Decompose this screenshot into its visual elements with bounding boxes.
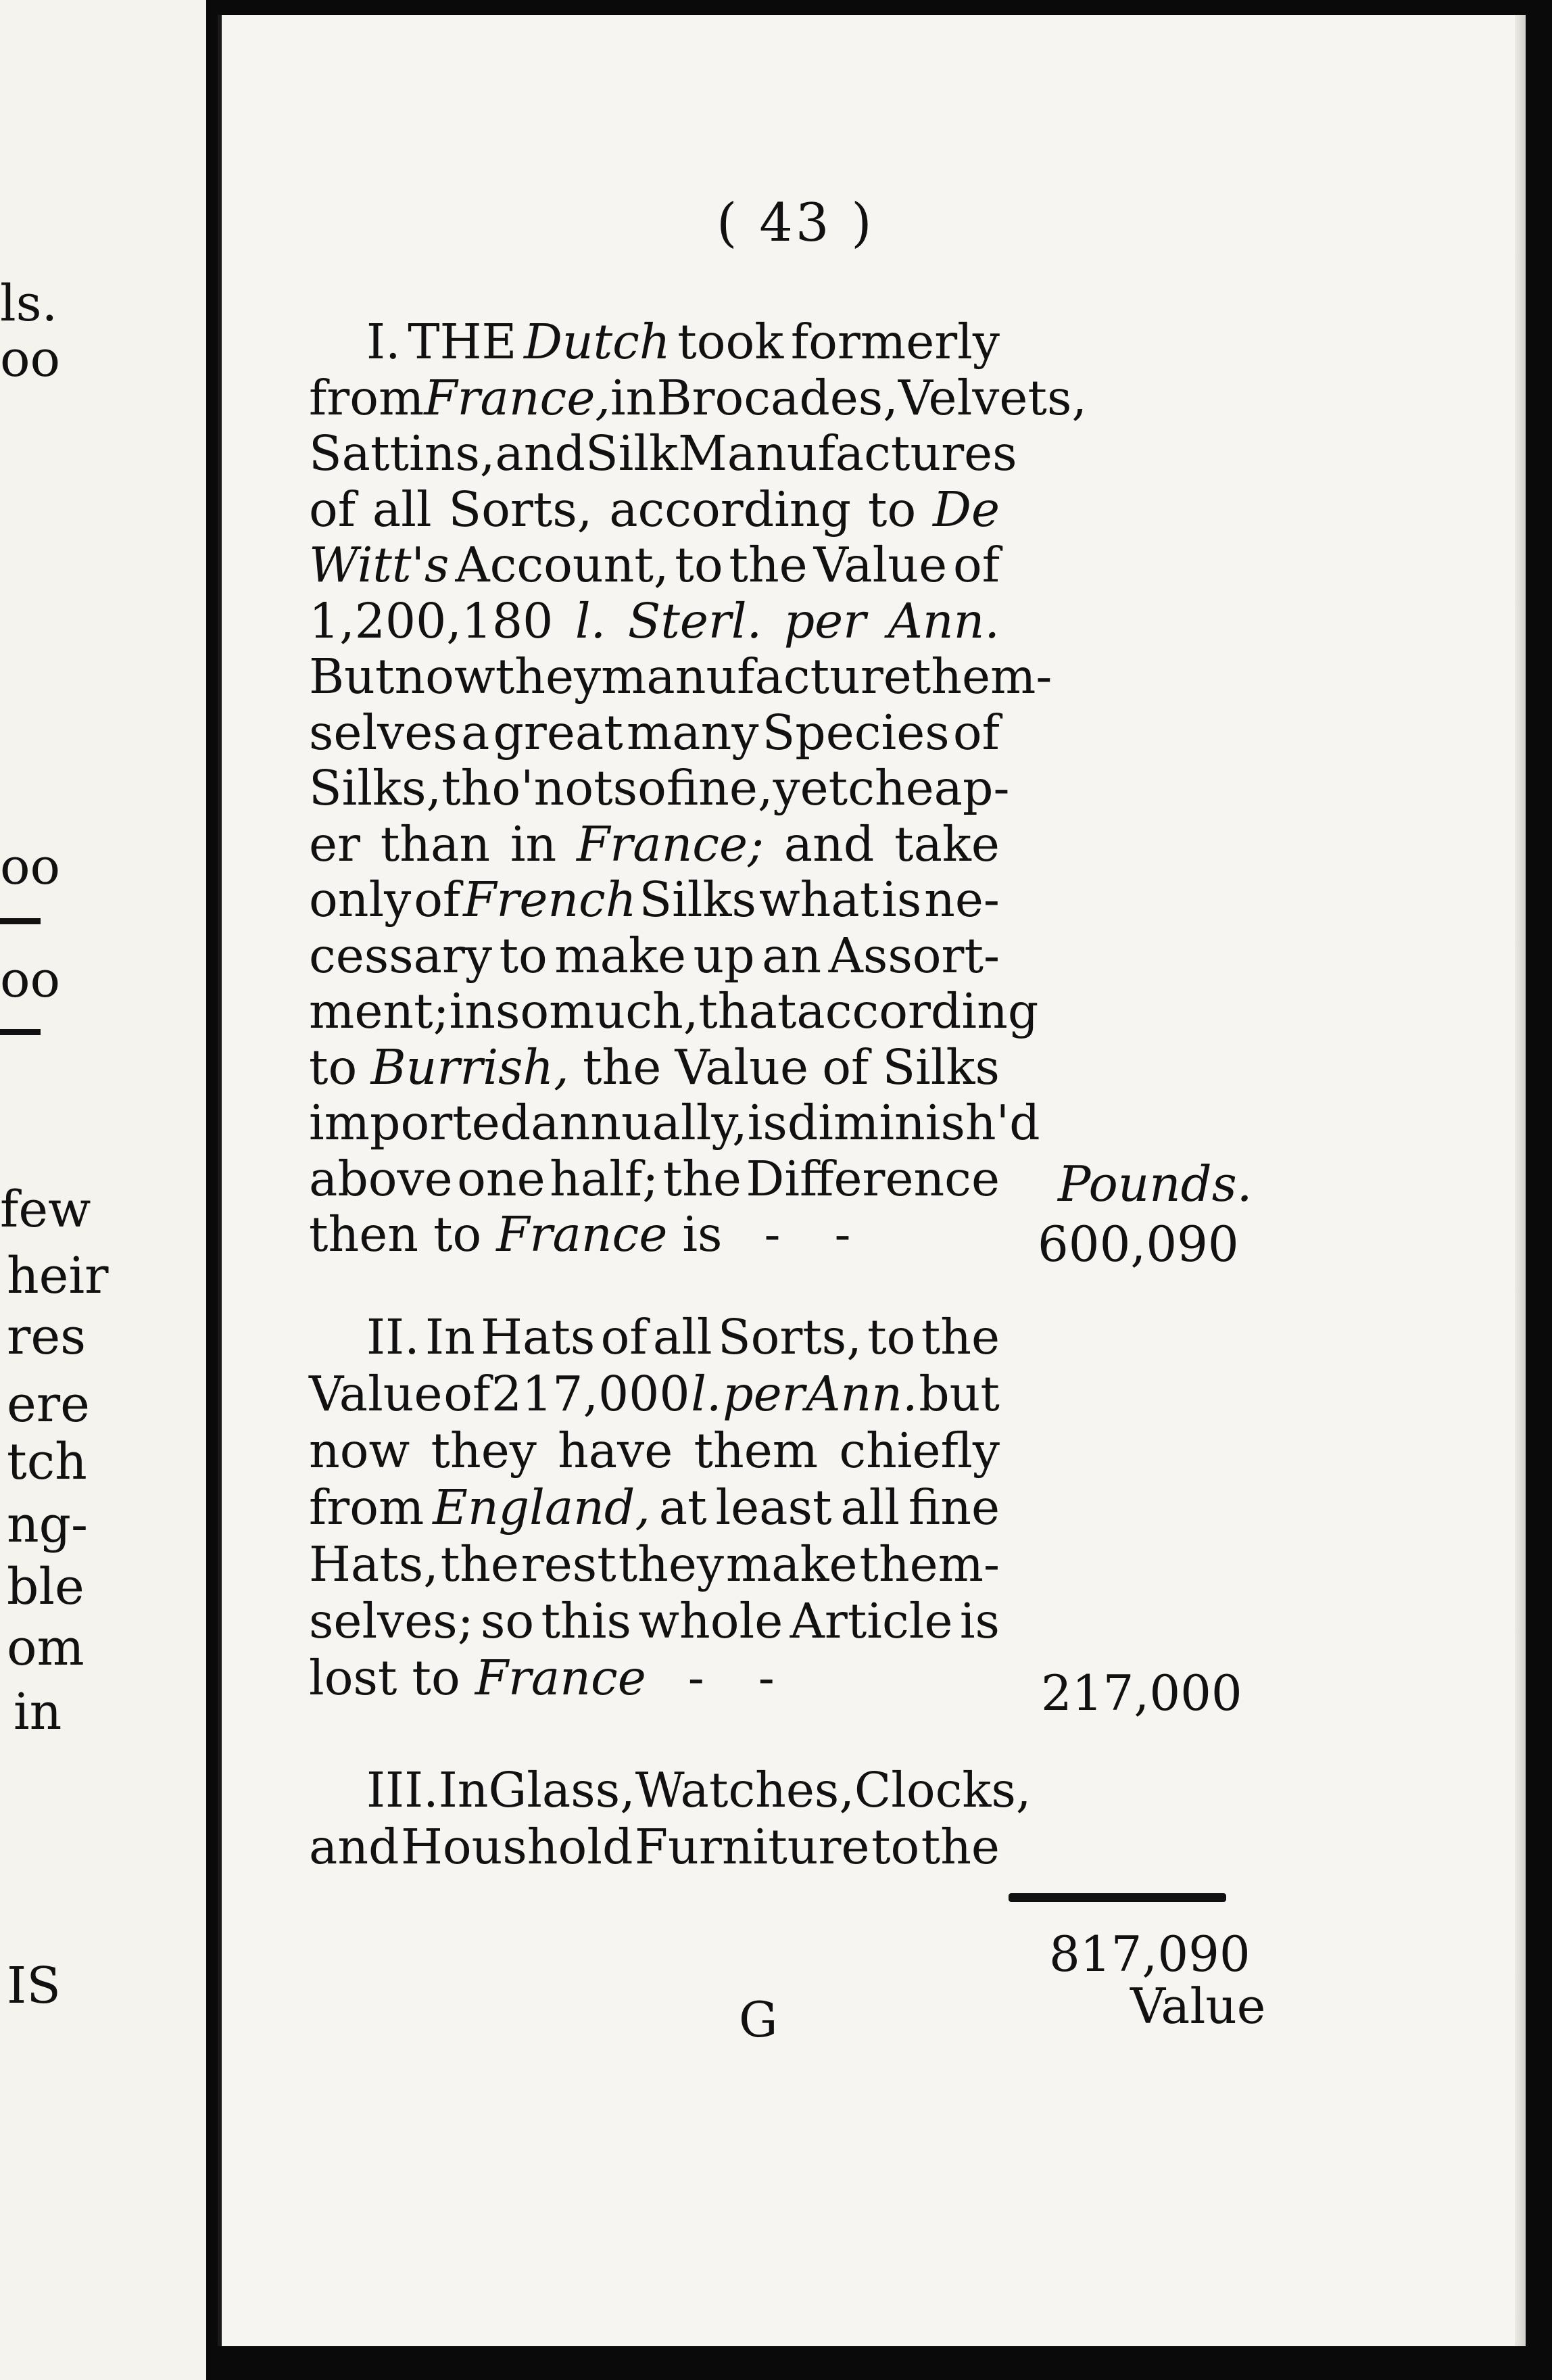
- word: manufacture: [601, 648, 912, 705]
- word: Assort-: [828, 927, 1000, 984]
- left-page-text-fragment: ls.: [0, 275, 58, 333]
- word: Article: [790, 1593, 953, 1649]
- text-line: [309, 537, 1000, 593]
- text-line: [309, 872, 1000, 928]
- word: many: [626, 704, 759, 761]
- word: Species: [762, 704, 950, 761]
- word: of: [822, 1039, 869, 1095]
- word: II.: [366, 1309, 420, 1365]
- word: whole: [638, 1593, 783, 1649]
- word: Manufactures: [678, 425, 1017, 481]
- word: take: [894, 815, 1000, 872]
- word: least: [715, 1479, 832, 1536]
- word: took: [677, 314, 784, 370]
- page-edge-shadow: [1526, 0, 1552, 2380]
- text-line: [366, 1762, 1032, 1818]
- word: all: [372, 481, 432, 538]
- word: -: [834, 1206, 851, 1262]
- left-page-text-fragment: res: [7, 1308, 87, 1366]
- word: at: [658, 1479, 707, 1536]
- word: Value: [309, 1366, 443, 1422]
- word: the: [582, 1039, 662, 1095]
- word: tho': [441, 760, 534, 816]
- word: er: [309, 815, 360, 872]
- word: Hats,: [309, 1536, 439, 1592]
- word: they: [618, 1536, 724, 1592]
- word: to: [499, 927, 548, 984]
- page-number: ( 43 ): [717, 193, 875, 254]
- word: to: [867, 1309, 916, 1365]
- word: of: [309, 481, 356, 538]
- word: De: [933, 481, 1000, 538]
- word: but: [919, 1366, 1000, 1422]
- word: the: [662, 1150, 742, 1207]
- word: fine: [908, 1479, 1000, 1536]
- total-amount: 817,090: [1049, 1926, 1251, 1982]
- word: in: [610, 369, 657, 426]
- word: from: [309, 1479, 425, 1536]
- word: -: [764, 1206, 781, 1262]
- word: Ann.: [888, 592, 1000, 649]
- word: to: [433, 1206, 482, 1262]
- word: is: [747, 1095, 787, 1151]
- word: III.: [366, 1762, 439, 1818]
- word: now: [309, 1423, 410, 1479]
- catchword: Value: [1130, 1978, 1266, 2034]
- word: Account,: [455, 537, 669, 593]
- word: insomuch,: [449, 983, 699, 1039]
- word: rest: [520, 1536, 616, 1592]
- word: make: [554, 927, 686, 984]
- word: 1,200,180: [309, 592, 554, 649]
- left-page-text-fragment: oo: [0, 838, 61, 896]
- word: that: [698, 983, 797, 1039]
- word: French: [463, 872, 637, 928]
- word: -: [687, 1650, 704, 1706]
- word: I.: [366, 314, 401, 370]
- word: cheap-: [848, 760, 1010, 816]
- word: the: [440, 1536, 519, 1592]
- word: l.: [691, 1366, 722, 1422]
- word: what: [758, 872, 879, 928]
- word: per: [783, 592, 867, 649]
- word: than: [380, 815, 491, 872]
- word: so: [480, 1593, 535, 1649]
- left-page-rule: [0, 1029, 41, 1035]
- word: and: [495, 425, 585, 481]
- text-line: [309, 648, 1052, 705]
- text-line: [309, 1206, 1000, 1262]
- word: from: [309, 369, 425, 426]
- word: Furniture: [634, 1819, 870, 1875]
- word: in: [510, 815, 557, 872]
- text-line: [309, 481, 1000, 538]
- text-line: [309, 592, 1000, 649]
- word: Silk: [585, 425, 679, 481]
- word: France;: [577, 815, 764, 872]
- word: have: [558, 1423, 673, 1479]
- left-page-text-fragment: om: [7, 1619, 84, 1677]
- word: England,: [433, 1479, 650, 1536]
- word: now: [394, 648, 495, 705]
- word: of: [952, 704, 1000, 761]
- word: them: [694, 1423, 819, 1479]
- word: But: [309, 648, 395, 705]
- word: Sorts,: [448, 481, 593, 538]
- text-line: [309, 1423, 1000, 1479]
- word: per: [723, 1366, 805, 1422]
- word: is: [959, 1593, 1000, 1649]
- word: them-: [911, 648, 1052, 705]
- left-page-fragment: [0, 0, 214, 2380]
- word: Brocades,: [656, 369, 898, 426]
- left-page-text-fragment: oo: [0, 330, 61, 388]
- word: is: [881, 872, 922, 928]
- word: -: [758, 1650, 775, 1706]
- word: they: [495, 648, 602, 705]
- word: Houshold: [400, 1819, 633, 1875]
- word: 217,000: [491, 1366, 690, 1422]
- total-rule: [1009, 1893, 1226, 1902]
- word: of: [600, 1309, 648, 1365]
- word: In: [425, 1309, 475, 1365]
- word: Sorts,: [717, 1309, 862, 1365]
- word: selves: [309, 704, 458, 761]
- amount-hats: 217,000: [1041, 1665, 1242, 1721]
- text-line: [309, 1479, 1000, 1536]
- word: diminish'd: [787, 1095, 1040, 1151]
- word: Silks,: [309, 760, 442, 816]
- left-page-text-fragment: in: [14, 1683, 62, 1741]
- left-page-text-fragment: oo: [0, 951, 61, 1009]
- signature-mark: G: [739, 1991, 778, 2048]
- word: this: [541, 1593, 631, 1649]
- text-line: [309, 1650, 1000, 1706]
- word: above: [309, 1150, 453, 1207]
- text-line: [309, 1593, 1000, 1649]
- word: Dutch: [523, 314, 671, 370]
- word: one: [457, 1150, 545, 1207]
- word: great: [493, 704, 623, 761]
- word: Glass,: [488, 1762, 635, 1818]
- word: a: [460, 704, 490, 761]
- word: Silks: [882, 1039, 1000, 1095]
- word: an: [762, 927, 822, 984]
- word: THE: [408, 314, 517, 370]
- text-line: [309, 369, 1087, 426]
- text-line: [309, 1366, 1000, 1422]
- word: Velvets,: [898, 369, 1087, 426]
- word: fine,: [666, 760, 773, 816]
- word: to: [412, 1650, 460, 1706]
- word: lost: [309, 1650, 397, 1706]
- word: yet: [773, 760, 848, 816]
- text-line: [309, 1150, 1000, 1207]
- word: not: [533, 760, 613, 816]
- word: l.: [575, 592, 606, 649]
- word: to: [309, 1039, 358, 1095]
- word: the: [921, 1309, 1000, 1365]
- word: Value: [675, 1039, 808, 1095]
- word: to: [871, 1819, 920, 1875]
- word: up: [693, 927, 755, 984]
- left-page-text-fragment: ng-: [7, 1496, 89, 1554]
- word: Value: [813, 537, 948, 593]
- word: according: [609, 481, 852, 538]
- word: Difference: [746, 1150, 1000, 1207]
- word: France: [496, 1206, 668, 1262]
- word: Silks: [639, 872, 756, 928]
- text-line: [309, 704, 1000, 761]
- text-line: [309, 760, 1010, 816]
- word: them-: [859, 1536, 1000, 1592]
- word: France,: [424, 369, 610, 426]
- word: they: [431, 1423, 537, 1479]
- word: of: [952, 537, 1000, 593]
- amount-silks: 600,090: [1038, 1216, 1239, 1272]
- word: Burrish,: [370, 1039, 569, 1095]
- word: Sterl.: [627, 592, 762, 649]
- word: formerly: [790, 314, 1000, 370]
- word: imported: [309, 1095, 531, 1151]
- word: to: [867, 481, 917, 538]
- word: the: [729, 537, 808, 593]
- text-line: [309, 1039, 1000, 1095]
- word: France: [475, 1650, 646, 1706]
- left-page-text-fragment: few: [0, 1181, 91, 1239]
- word: annually,: [531, 1095, 748, 1151]
- word: cessary: [309, 927, 493, 984]
- word: Hats: [481, 1309, 596, 1365]
- text-line: [309, 1536, 1000, 1592]
- word: Watches,: [635, 1762, 854, 1818]
- word: Sattins,: [309, 425, 495, 481]
- word: make: [725, 1536, 858, 1592]
- text-line: [309, 1095, 1040, 1151]
- left-page-text-fragment: ble: [7, 1558, 84, 1616]
- left-page-text-fragment: heir: [7, 1247, 109, 1305]
- word: and: [309, 1819, 399, 1875]
- word: selves;: [309, 1593, 474, 1649]
- left-page-text-fragment: IS: [7, 1957, 61, 2015]
- text-line: [366, 314, 1000, 370]
- left-page-text-fragment: tch: [7, 1433, 87, 1491]
- word: all: [652, 1309, 712, 1365]
- word: chiefly: [839, 1423, 1000, 1479]
- text-line: [309, 815, 1000, 872]
- word: of: [414, 872, 461, 928]
- text-line: [366, 1309, 1000, 1365]
- word: the: [921, 1819, 1000, 1875]
- left-page-text-fragment: ere: [7, 1375, 90, 1433]
- word: so: [612, 760, 666, 816]
- word: of: [443, 1366, 491, 1422]
- word: ment;: [309, 983, 450, 1039]
- word: ne-: [924, 872, 1000, 928]
- text-line: [309, 983, 1039, 1039]
- word: Clocks,: [854, 1762, 1032, 1818]
- word: is: [682, 1206, 723, 1262]
- word: according: [796, 983, 1039, 1039]
- text-line: [309, 1819, 1000, 1875]
- text-line: [309, 425, 1017, 481]
- word: to: [675, 537, 723, 593]
- column-heading-pounds: Pounds.: [1058, 1156, 1253, 1212]
- word: Ann.: [806, 1366, 918, 1422]
- word: then: [309, 1206, 419, 1262]
- word: half;: [550, 1150, 659, 1207]
- word: only: [309, 872, 412, 928]
- word: In: [438, 1762, 489, 1818]
- left-page-rule: [0, 918, 41, 924]
- text-line: [309, 927, 1000, 984]
- word: all: [840, 1479, 900, 1536]
- word: and: [783, 815, 875, 872]
- word: Witt's: [309, 537, 450, 593]
